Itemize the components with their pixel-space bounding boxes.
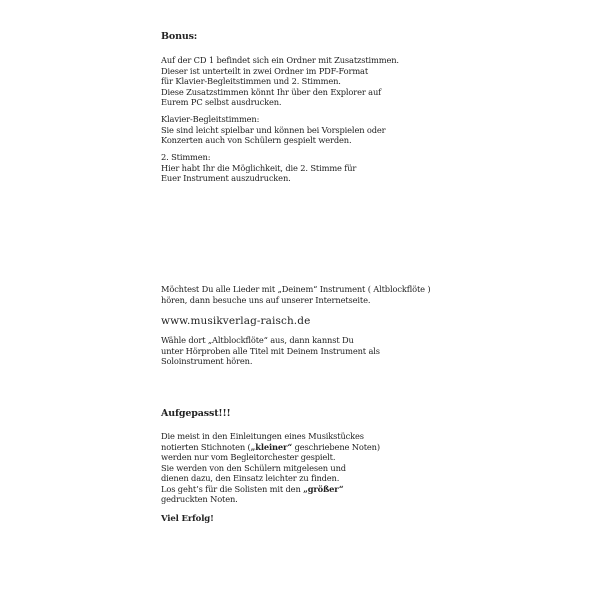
web-line: hören, dann besuche uns auf unserer Internetseite.	[161, 294, 371, 305]
note-text: Los geht’s für die Solisten mit den	[161, 483, 304, 494]
website-url: www.musikverlag-raisch.de	[161, 315, 311, 327]
note-text: geschriebene Noten)	[292, 441, 380, 452]
note-emphasis: „kleiner“	[250, 441, 293, 452]
web-line: Wähle dort „Altblockflöte“ aus, dann kannst Du	[161, 335, 354, 345]
closing-text: Viel Erfolg!	[161, 514, 214, 524]
note-emphasis: „größer“	[303, 483, 344, 494]
note-line: gedruckten Noten.	[161, 494, 238, 504]
stimmen-line: Hier habt Ihr die Möglichkeit, die 2. Stimme für	[161, 162, 357, 173]
web-line: Soloinstrument hören.	[161, 356, 253, 366]
note-line: Sie werden von den Schülern mitgelesen und	[161, 462, 346, 473]
web-line: unter Hörproben alle Titel mit Deinem Instrument als	[161, 345, 380, 356]
stimmen-line: 2. Stimmen:	[161, 152, 211, 162]
note-line: Die meist in den Einleitungen eines Musikstückes	[161, 431, 364, 441]
note-line	[161, 442, 380, 452]
klavier-line: Sie sind leicht spielbar und können bei Vorspielen oder	[161, 124, 386, 135]
bonus-line: Dieser ist unterteilt in zwei Ordner im PDF-Format	[161, 65, 369, 76]
klavier-line: Klavier-Begleitstimmen:	[161, 114, 260, 124]
note-heading: Aufgepasst!!!	[161, 408, 231, 419]
note-text: notierten Stichnoten (	[161, 441, 251, 452]
bonus-line: Eurem PC selbst ausdrucken.	[161, 97, 282, 107]
bonus-line: für Klavier-Begleitstimmen und 2. Stimmen.	[161, 76, 341, 86]
web-line: Möchtest Du alle Lieder mit „Deinem“ Instrument ( Altblockflöte )	[161, 284, 431, 294]
bonus-heading: Bonus:	[161, 31, 198, 42]
stimmen-line: Euer Instrument auszudrucken.	[161, 173, 291, 183]
note-line	[161, 484, 343, 494]
bonus-line: Auf der CD 1 befindet sich ein Ordner mit Zusatzstimmen.	[161, 55, 399, 65]
klavier-line: Konzerten auch von Schülern gespielt werden.	[161, 135, 352, 145]
note-line: dienen dazu, den Einsatz leichter zu finden.	[161, 473, 340, 483]
note-line: werden nur vom Begleitorchester gespielt.	[161, 452, 336, 462]
bonus-line: Diese Zusatzstimmen könnt Ihr über den Explorer auf	[161, 86, 382, 97]
